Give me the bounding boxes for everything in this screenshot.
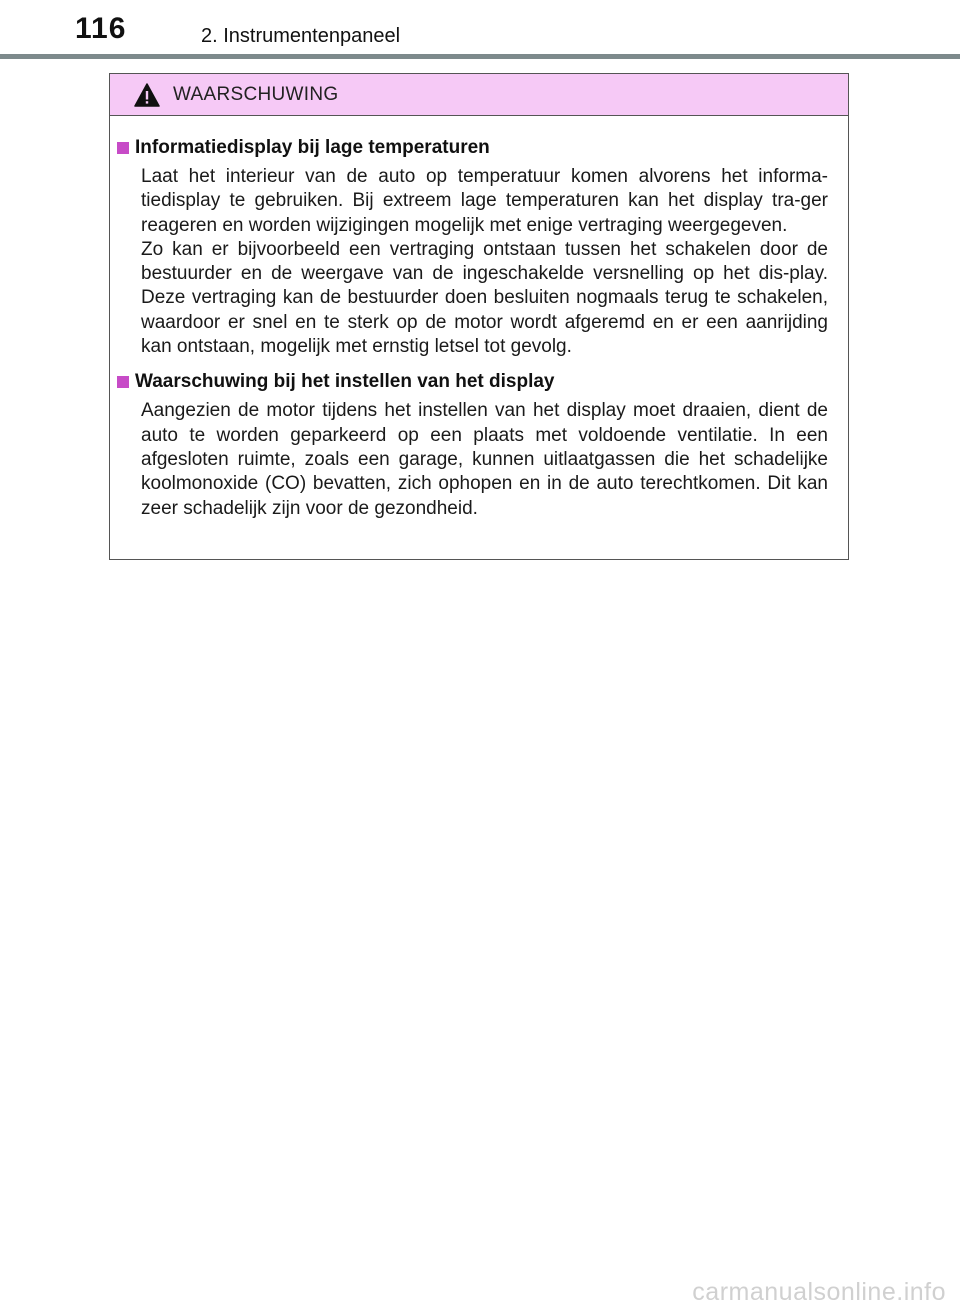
square-bullet-icon [117,142,129,154]
item-text [141,165,828,359]
paragraph: Laat het interieur van de auto op temperatuur komen alvorens het informa-tiedisplay te gebruiken. Bij extreem lage temperaturen kan het display tra-ger reageren en worden wijzigingen mogelijk met enige vertraging weergegeven. [141,166,828,236]
page-header [0,0,960,60]
warning-item-low-temperature [117,135,828,359]
item-heading-text: Waarschuwing bij het instellen van het display [135,371,555,393]
square-bullet-icon [117,376,129,388]
warning-body [110,116,848,521]
warning-title: WAARSCHUWING [173,84,339,105]
item-heading-text: Informatiedisplay bij lage temperaturen [135,137,490,158]
paragraph: Aangezien de motor tijdens het instellen van het display moet draaien, dient de auto te worden geparkeerd op een plaats met voldoende ventilatie. In een afgesloten ruimte, zoals een garage, kunnen uitlaatgassen die het schadelijke koolmonoxide (CO) bevatten, zich ophopen en in de auto terechtkomen. Dit kan zeer schadelijk zijn voor de gezondheid. [141,400,828,519]
watermark: carmanualsonline.info [692,1278,946,1306]
item-text [141,399,828,520]
item-heading [117,135,828,161]
item-heading [117,369,828,395]
header-divider [0,54,960,59]
paragraph: Zo kan er bijvoorbeeld een vertraging ontstaan tussen het schakelen door de bestuurder en de weergave van de ingeschakelde versnelling op het dis-play. Deze vertraging kan de bestuurder doen besluiten nogmaals terug te schakelen, waardoor er snel en te sterk op de motor wordt afgeremd en er een aanrijding kan ontstaan, mogelijk met ernstig letsel tot gevolg. [141,238,828,358]
warning-box [109,73,849,560]
warning-triangle-icon [134,83,160,107]
section-title: 2. Instrumentenpaneel [201,25,401,47]
warning-header [110,74,848,116]
page-number: 116 [75,12,127,45]
warning-item-display-setup [117,369,828,520]
